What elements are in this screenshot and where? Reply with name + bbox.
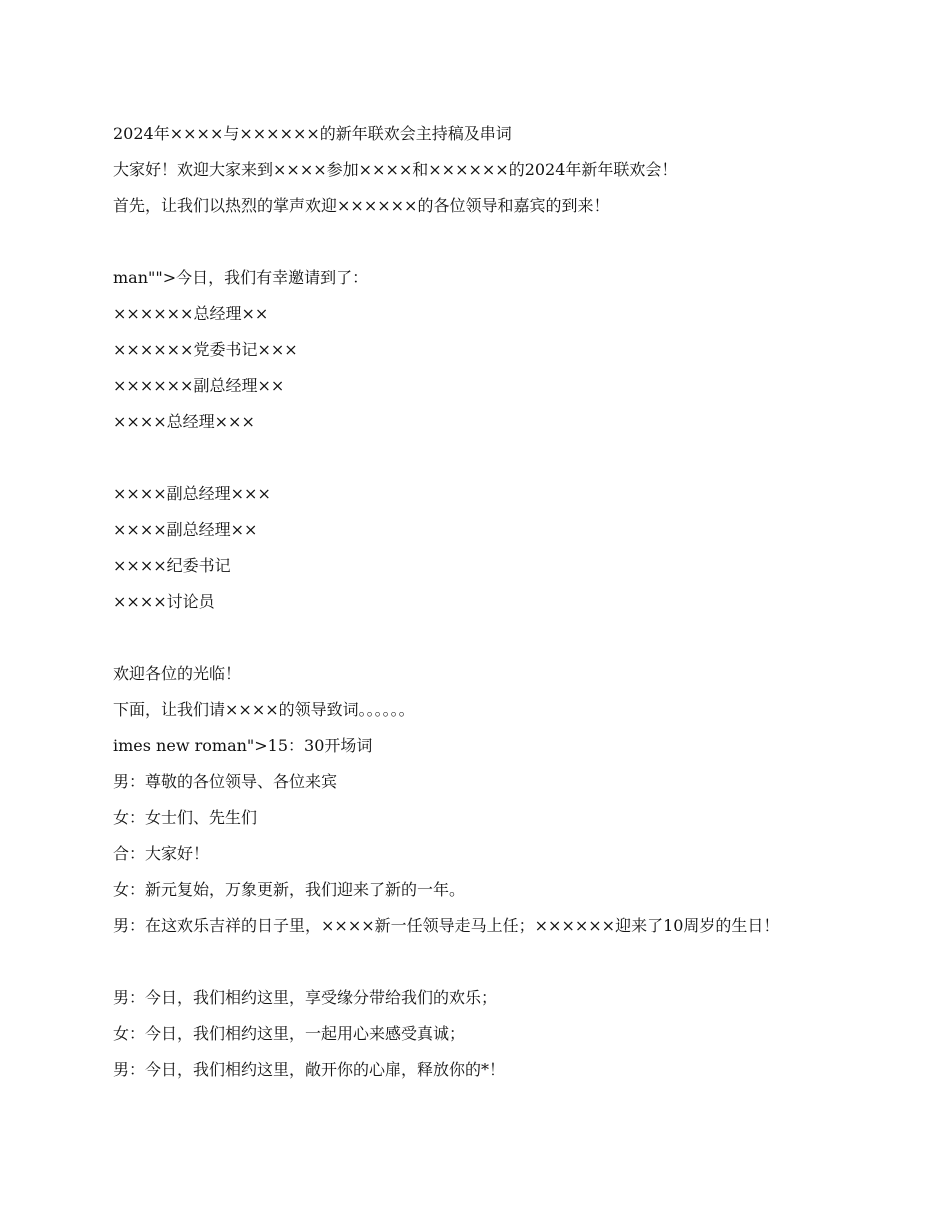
guest-list-item: ××××总经理×××	[113, 412, 255, 431]
paragraph: imes new roman">15：30开场词	[113, 736, 373, 755]
paragraph: 首先，让我们以热烈的掌声欢迎××××××的各位领导和嘉宾的到来！	[113, 196, 610, 215]
guest-list-item: ××××××党委书记×××	[113, 340, 298, 359]
dialogue-line: 合：大家好！	[113, 844, 210, 863]
paragraph-gap	[113, 232, 813, 268]
paragraph-gap	[113, 952, 813, 988]
paragraph-gap	[113, 628, 813, 664]
dialogue-line: 女：女士们、先生们	[113, 808, 258, 827]
guest-list-item: ××××讨论员	[113, 592, 215, 611]
paragraph: 下面，让我们请××××的领导致词。。。。。。	[113, 700, 415, 719]
guest-list-item: ××××××总经理××	[113, 304, 269, 323]
dialogue-line: 男：在这欢乐吉祥的日子里，××××新一任领导走马上任；××××××迎来了10周岁的生日！	[113, 916, 780, 935]
paragraph: 大家好！欢迎大家来到××××参加××××和××××××的2024年新年联欢会！	[113, 160, 678, 179]
dialogue-line: 男：尊敬的各位领导、各位来宾	[113, 772, 338, 791]
document-title: 2024年××××与××××××的新年联欢会主持稿及串词	[113, 124, 512, 143]
dialogue-line: 女：今日，我们相约这里，一起用心来感受真诚；	[113, 1024, 466, 1043]
dialogue-line: 男：今日，我们相约这里，敞开你的心扉，释放你的*！	[113, 1060, 506, 1079]
dialogue-line: 男：今日，我们相约这里，享受缘分带给我们的欢乐；	[113, 988, 498, 1007]
dialogue-line: 女：新元复始，万象更新，我们迎来了新的一年。	[113, 880, 466, 899]
paragraph-gap	[113, 448, 813, 484]
guest-list-item: ××××纪委书记	[113, 556, 231, 575]
paragraph: man"">今日，我们有幸邀请到了：	[113, 268, 369, 287]
paragraph: 欢迎各位的光临！	[113, 664, 242, 683]
guest-list-item: ××××副总经理××	[113, 520, 258, 539]
document-page	[113, 124, 813, 1096]
guest-list-item: ××××副总经理×××	[113, 484, 271, 503]
guest-list-item: ××××××副总经理××	[113, 376, 285, 395]
